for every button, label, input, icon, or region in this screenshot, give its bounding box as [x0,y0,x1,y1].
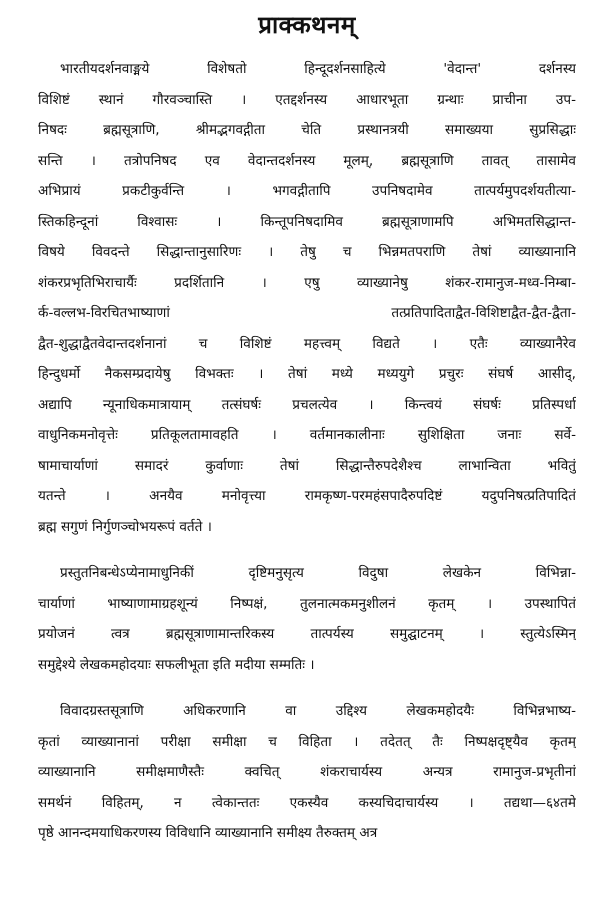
text-line: अभिप्रायं प्रकटीकुर्वन्ति । भगवद्गीतापि उपनिषदामेव तात्पर्यमुपदर्शयतीत्या- [38,183,576,199]
paragraph-gap [38,542,576,558]
paragraph-3 [38,696,576,849]
text-line: प्रस्तुतनिबन्धेऽप्येनामाधुनिकीं दृष्टिमनुसृत्य विदुषा लेखकेन विभिन्ना- [60,565,576,581]
paragraph-gap [38,680,576,696]
text-line: शंकरप्रभृतिभिराचार्यैः प्रदर्शितानि । एषु व्याख्यानेषु शंकर-रामानुज-मध्व-निम्बा- [38,274,576,291]
text-line: षामाचार्याणां समादरं कुर्वाणाः तेषां सिद्धान्तैरुपदेशैश्च लाभान्विता भवितुं [38,457,576,474]
text-line: भारतीयदर्शनवाङ्मये विशेषतो हिन्दूदर्शनसाहित्ये 'वेदान्त' दर्शनस्य [60,61,576,77]
text-line: चार्याणां भाष्याणामाग्रहशून्यं निष्पक्षं, तुलनात्मकमनुशीलनं कृतम् । उपस्थापितं [38,595,576,612]
text-line: अद्यापि न्यूनाधिकमात्रायाम् तत्संघर्षः प्रचलत्येव । किन्त्वयं संघर्षः प्रतिस्पर्धा [38,396,576,413]
text-line: विशिष्टं स्थानं गौरवञ्चास्ति । एतद्दर्शनस्य आधारभूता ग्रन्थाः प्राचीना उप- [38,91,576,108]
text-line: पृष्ठे आनन्दमयाधिकरणस्य विविधानि व्याख्यानानि समीक्ष्य तैरुक्तम् अत्र [38,825,378,841]
text-line: प्रयोजनं त्वत्र ब्रह्मसूत्राणामान्तरिकस्य तात्पर्यस्य समुद्घाटनम् । स्तुत्येऽस्मिन् [38,626,576,642]
text-line: कृतां व्याख्यानानां परीक्षा समीक्षा च विहिता । तदेतत् तैः निष्पक्षदृष्ट्यैव कृतम् [38,733,576,750]
text-line: स्तिकहिन्दूनां विश्वासः । किन्तूपनिषदामिव ब्रह्मसूत्राणामपि अभिमतसिद्धान्त- [38,213,576,230]
text-line: समर्थनं विहितम्, न त्वेकान्ततः एकस्यैव कस्यचिदाचार्यस्य । तद्यथा—६४तमे [38,794,576,811]
text-line: द्वैत-शुद्धाद्वैतवेदान्तदर्शनानां च विशिष्टं महत्त्वम् विद्यते । एतैः व्याख्यानैरेव [38,335,576,352]
paragraph-2 [38,558,576,680]
page-title: प्राक्कथनम् [258,11,356,39]
text-line: यतन्ते । अनयैव मनोवृत्त्या रामकृष्ण-परमहंसपादैरुपदिष्टं यदुपनिषत्प्रतिपादितं [38,488,576,504]
text-line: व्याख्यानानि समीक्षमाणैस्तैः क्वचित् शंकराचार्यस्य अन्यत्र रामानुज-प्रभृतीनां [38,764,576,780]
text-line: विषये विवदन्ते सिद्धान्तानुसारिणः । तेषु च भिन्नमतपराणि तेषां व्याख्यानानि [38,244,576,260]
text-line: ब्रह्म सगुणं निर्गुणञ्चोभयरूपं वर्तते । [38,518,212,535]
text-line: र्क-वल्लभ-विरचितभाष्याणां तत्प्रतिपादिताद्वैत-विशिष्टाद्वैत-द्वैत-द्वैता- [38,305,576,321]
text-line: वाधुनिकमनोवृत्तेः प्रतिकूलतामावहति । वर्तमानकालीनाः सुशिक्षिता जनाः सर्वे- [38,427,576,443]
text-line: सन्ति । तत्रोपनिषद एव वेदान्तदर्शनस्य मूलम्, ब्रह्मसूत्राणि तावत् तासामेव [38,152,576,169]
body-text [38,54,576,849]
paragraph-1 [38,54,576,542]
text-line: हिन्दुधर्मो नैकसम्प्रदायेषु विभक्तः । तेषां मध्ये मध्ययुगे प्रचुरः संघर्ष आसीद्, [38,366,576,382]
text-line: निषदः ब्रह्मसूत्राणि, श्रीमद्भगवद्गीता चेति प्रस्थानत्रयी समाख्यया सुप्रसिद्धाः [38,122,576,138]
text-line: समुद्देश्ये लेखकमहोदयाः सफलीभूता इति मदीया सम्मतिः । [38,656,315,673]
text-line: विवादग्रस्तसूत्राणि अधिकरणानि वा उद्दिश्य लेखकमहोदयैः विभिन्नभाष्य- [60,703,576,719]
